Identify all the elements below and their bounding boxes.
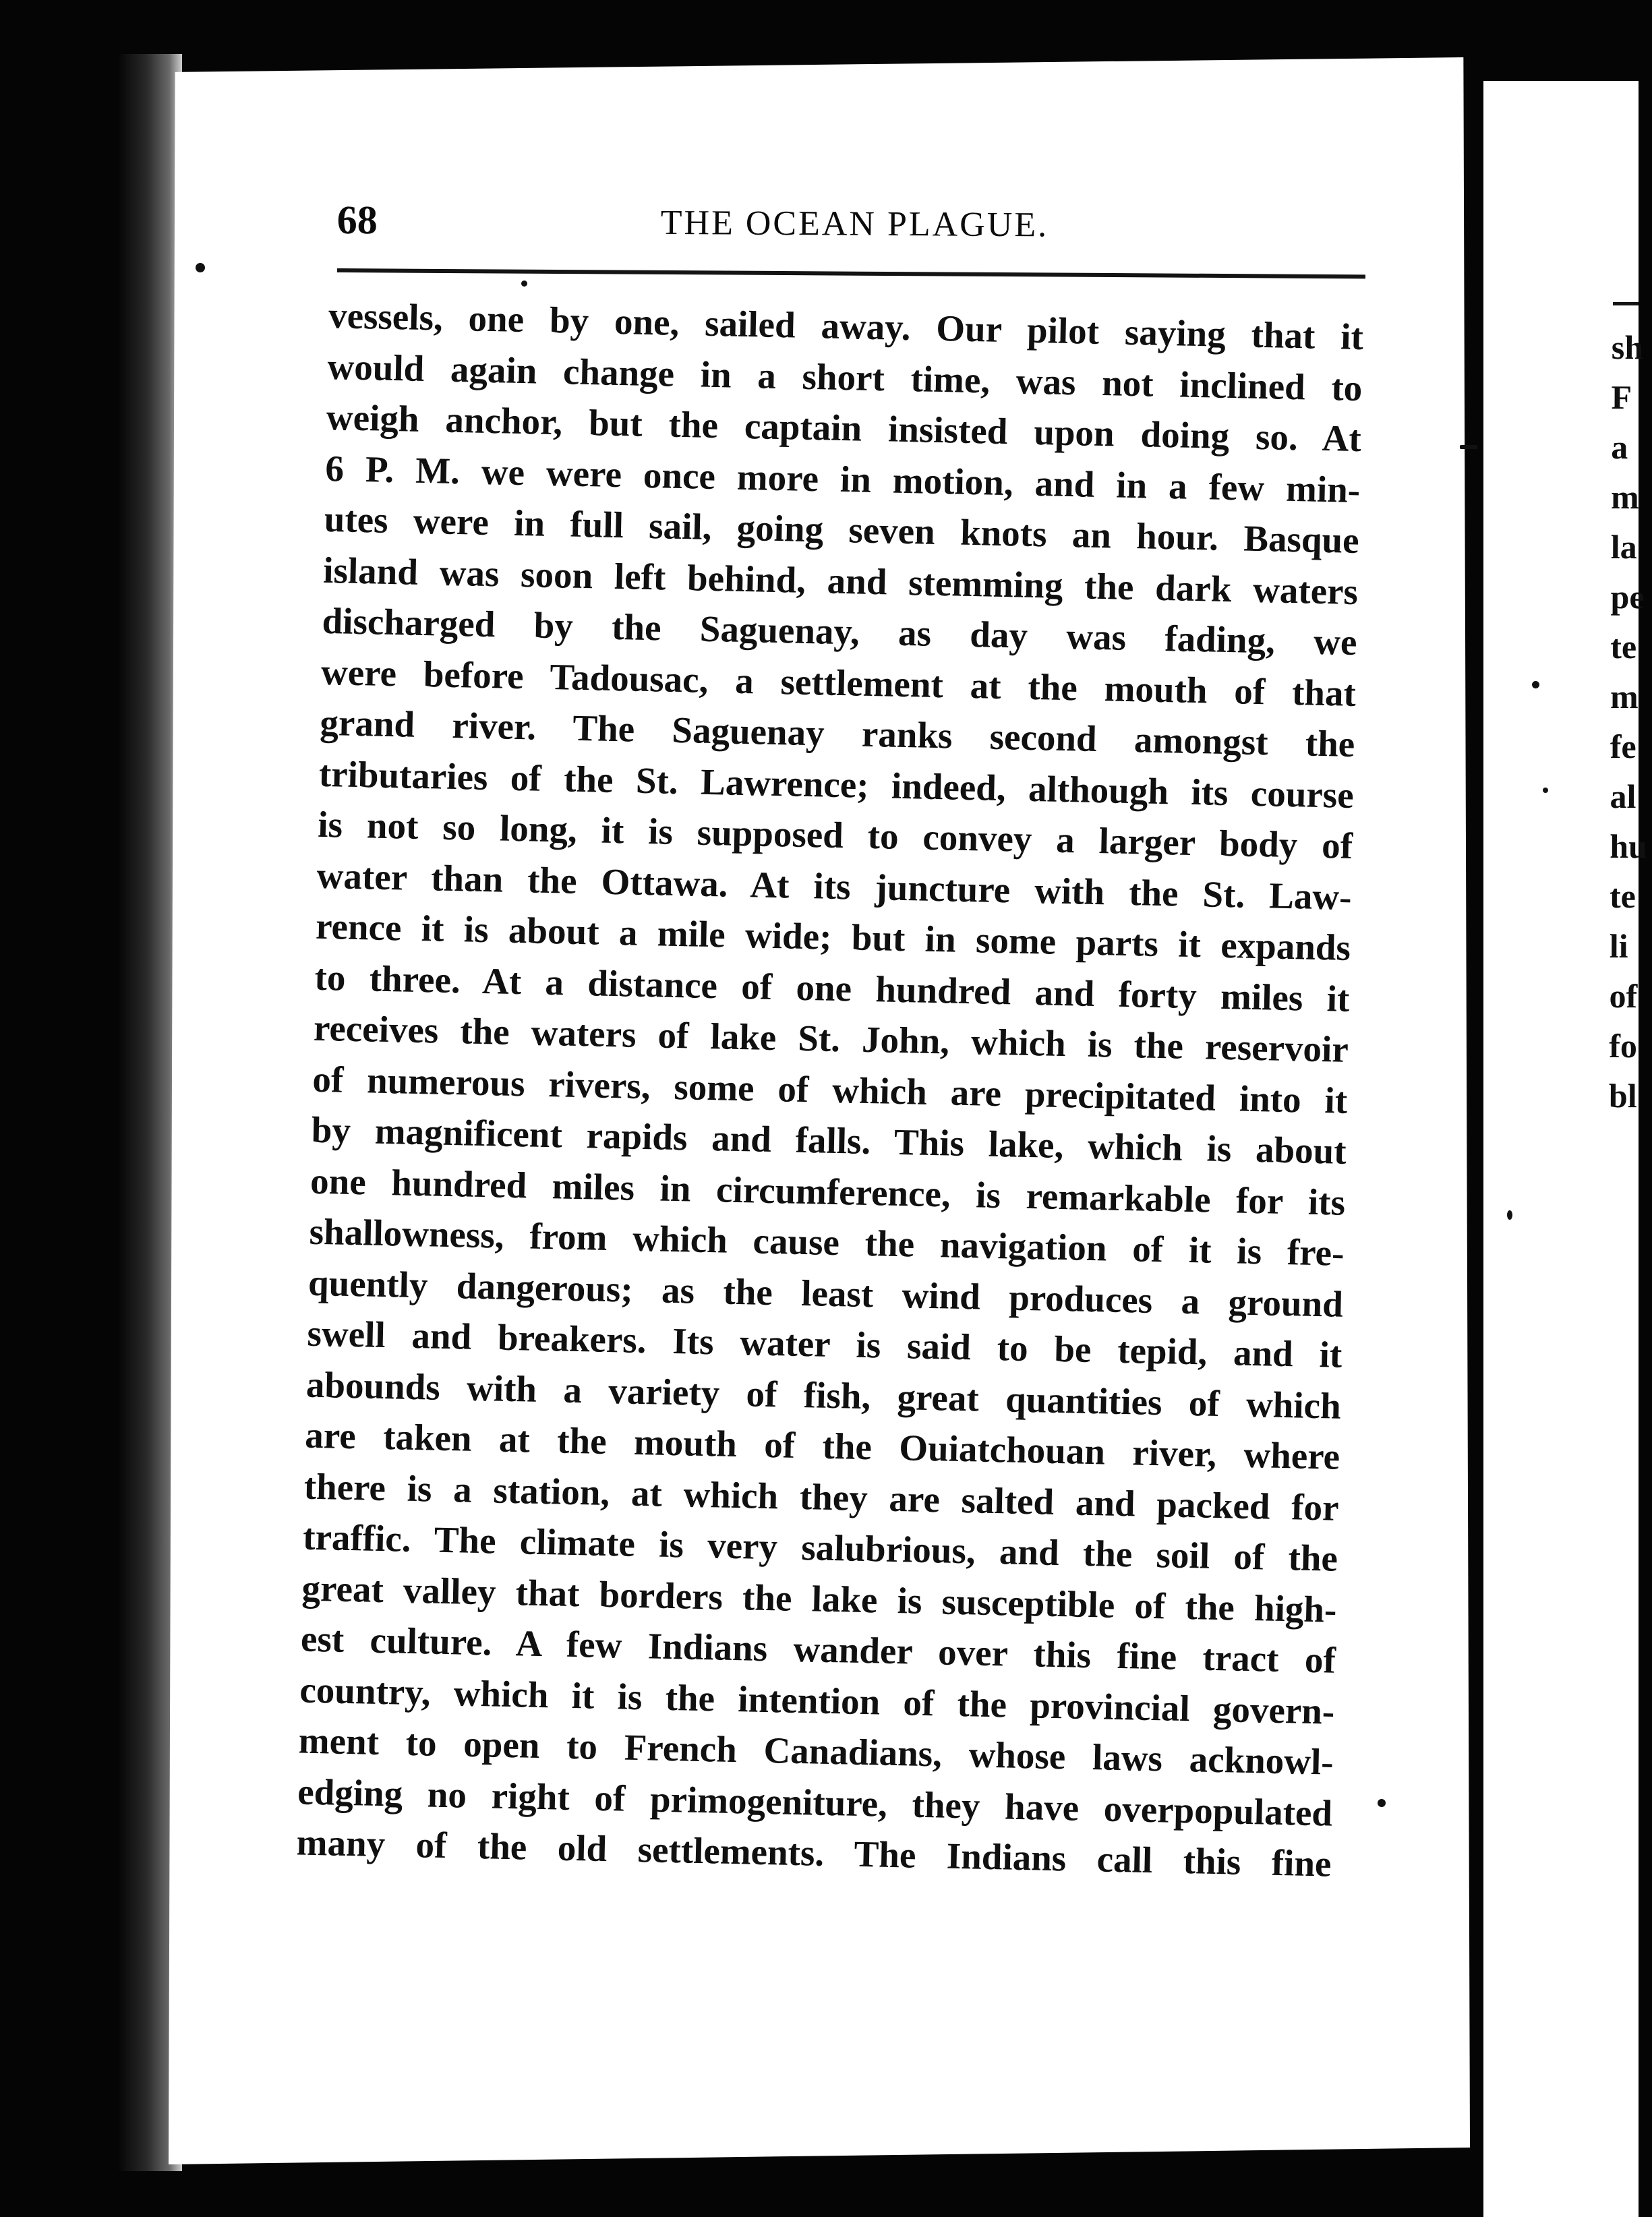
text-line: swell and breakers. Its water is said to be tepid, and it [306,1312,1343,1376]
facing-page-fragment: la [1610,527,1637,566]
facing-page-fragment: m [1610,477,1639,516]
facing-page-rule [1613,302,1639,305]
facing-page-fragment: sh [1611,328,1644,367]
text-line: many of the old settlements. The Indians call this fine [296,1821,1332,1885]
text-line: rence it is about a mile wide; but in some parts it expands [315,905,1351,968]
running-title: THE OCEAN PLAGUE. [660,203,1049,245]
body-text [296,290,1364,1889]
text-line: abounds with a variety of fish, great quantities of which [305,1363,1342,1427]
text-line: one hundred miles in circumference, is remarkable for its [309,1160,1346,1223]
facing-page-fragment: al [1610,777,1636,816]
facing-page-fragment: hu [1610,827,1648,866]
facing-page-fragment: fe [1610,727,1636,766]
facing-page-fragment: bl [1608,1076,1637,1115]
text-line: edging no right of primogeniture, they have overpopulated [297,1771,1333,1834]
scan-speck [1543,788,1548,793]
facing-page-text [1609,322,1652,1121]
text-line: receives the waters of lake St. John, which is the reservoir [313,1007,1349,1070]
text-line: would again change in a short time, was not inclined to [326,345,1363,409]
text-line: vessels, one by one, sailed away. Our pilot saying that it [328,294,1364,358]
text-line: country, which it is the intention of the provincial govern- [299,1669,1335,1732]
text-line: discharged by the Saguenay, as day was fading, we [322,599,1358,663]
text-line: of numerous rivers, some of which are precipitated into it [312,1058,1348,1121]
text-line: by magnificent rapids and falls. This lake, which is about [311,1108,1347,1172]
text-line: traffic. The climate is very salubrious, and the soil of the [302,1516,1338,1579]
page-number: 68 [336,197,378,243]
text-line: ment to open to French Canadians, whose laws acknowl- [298,1719,1334,1783]
text-line: 6 P. M. we were once more in motion, and in a few min- [324,447,1361,510]
scan-speck [1460,445,1477,449]
scan-speck [1532,681,1539,688]
facing-page-fragment: pe [1610,577,1645,616]
text-line: utes were in full sail, going seven knots an hour. Basque [324,498,1360,562]
facing-page-fragment: fo [1609,1026,1638,1065]
facing-page-fragment: te [1610,627,1637,666]
scan-speck [1378,1799,1386,1807]
text-line: there is a station, at which they are salted and packed for [303,1465,1340,1529]
scan-speck [196,263,205,272]
facing-page-fragment: te [1609,877,1636,916]
text-line: were before Tadousac, a settlement at the mouth of that [320,651,1357,714]
text-line: tributaries of the St. Lawrence; indeed, although its course [318,752,1355,816]
text-line: great valley that borders the lake is susceptible of the high- [301,1567,1337,1630]
facing-page-fragment: m [1610,677,1639,716]
facing-page-fragment: F [1611,378,1632,417]
text-line: is not so long, it is supposed to convey a larger body of [317,803,1353,866]
facing-page-fragment: a [1611,427,1628,467]
text-line: est culture. A few Indians wander over this fine tract of [300,1618,1336,1681]
text-line: water than the Ottawa. At its juncture with the St. Law- [316,854,1353,918]
text-line: weigh anchor, but the captain insisted upon doing so. At [326,396,1362,460]
scan-speck [521,280,527,287]
page-header [336,197,1382,277]
text-line: quently dangerous; as the least wind produces a ground [307,1262,1344,1325]
text-line: to three. At a distance of one hundred and forty miles it [314,956,1350,1019]
facing-page-fragment: of [1609,976,1638,1015]
text-line: island was soon left behind, and stemming the dark waters [322,549,1359,612]
text-line: grand river. The Saguenay ranks second amongst the [319,701,1355,765]
text-line: shallowness, from which cause the navigation of it is fre- [309,1210,1345,1274]
scan-speck [1507,1210,1512,1220]
facing-page-fragment: li [1609,926,1628,966]
text-line: are taken at the mouth of the Ouiatchouan river, where [304,1414,1340,1477]
